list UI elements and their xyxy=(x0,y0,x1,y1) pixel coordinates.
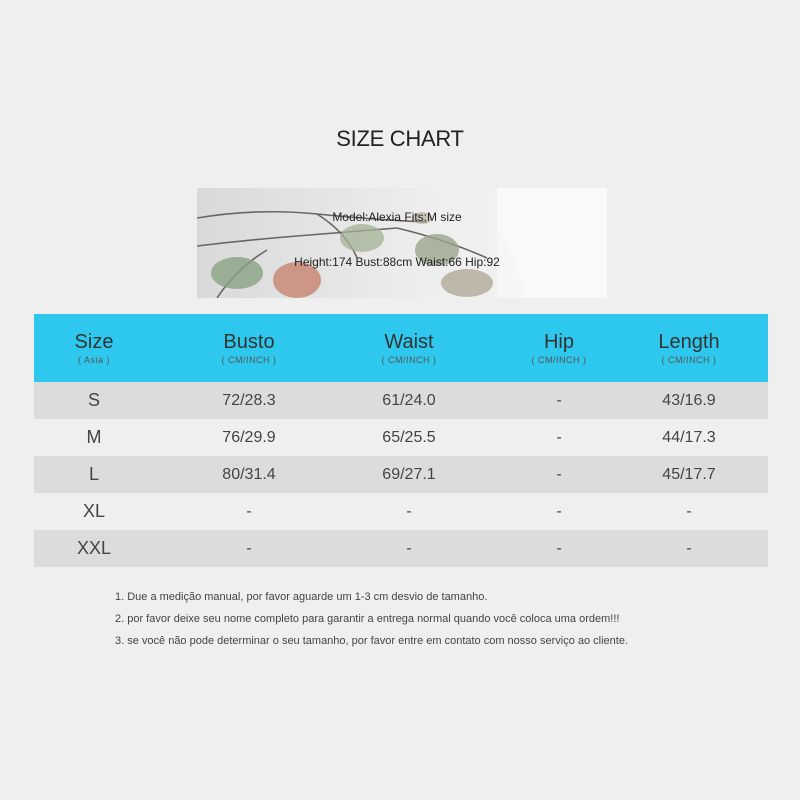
size-cell: S xyxy=(87,390,100,410)
length-cell: 45/17.7 xyxy=(662,466,716,483)
busto-cell: - xyxy=(246,503,252,520)
size-cell: XXL xyxy=(76,538,112,558)
header-busto xyxy=(184,314,314,382)
hip-cell: - xyxy=(556,540,562,557)
table-row xyxy=(34,382,768,419)
note-item: 1. Due a medição manual, por favor aguarde um 1-3 cm desvio de tamanho. xyxy=(115,591,488,603)
header-unit: ( Asia ) xyxy=(77,355,110,365)
model-fit-text: Model:Alexia Fits:M size xyxy=(332,210,462,224)
busto-cell: 80/31.4 xyxy=(222,466,276,483)
busto-cell: 72/28.3 xyxy=(222,392,276,409)
header-label: Hip xyxy=(543,331,574,353)
length-cell: 43/16.9 xyxy=(662,392,716,409)
size-notes xyxy=(115,588,755,654)
size-cell: XL xyxy=(82,501,106,521)
busto-cell: 76/29.9 xyxy=(222,429,276,446)
size-table-header xyxy=(34,314,768,382)
header-hip xyxy=(494,314,624,382)
waist-cell: - xyxy=(406,540,412,557)
length-cell: - xyxy=(686,503,692,520)
branch-photo-background xyxy=(197,188,607,298)
header-unit: ( CM/INCH ) xyxy=(221,355,277,365)
header-unit: ( CM/INCH ) xyxy=(381,355,437,365)
length-cell: - xyxy=(686,540,692,557)
length-cell: 44/17.3 xyxy=(662,429,716,446)
header-label: Length xyxy=(658,331,720,353)
header-unit: ( CM/INCH ) xyxy=(531,355,587,365)
model-info-banner xyxy=(197,188,607,298)
table-row xyxy=(34,493,768,530)
header-label: Waist xyxy=(384,331,434,353)
hip-cell: - xyxy=(556,503,562,520)
hip-cell: - xyxy=(556,392,562,409)
size-table xyxy=(34,314,768,567)
note-item: 3. se você não pode determinar o seu tamanho, por favor entre em contato com nosso serviço ao cliente. xyxy=(115,635,629,647)
waist-cell: 61/24.0 xyxy=(382,392,436,409)
header-length xyxy=(624,314,754,382)
header-waist xyxy=(344,314,474,382)
header-size xyxy=(34,314,154,382)
header-label: Size xyxy=(74,331,114,353)
hip-cell: - xyxy=(556,429,562,446)
hip-cell: - xyxy=(556,466,562,483)
table-row xyxy=(34,456,768,493)
model-measurements-text: Height:174 Bust:88cm Waist:66 Hip:92 xyxy=(294,255,500,269)
table-row xyxy=(34,419,768,456)
busto-cell: - xyxy=(246,540,252,557)
size-cell: L xyxy=(88,464,99,484)
note-item: 2. por favor deixe seu nome completo para garantir a entrega normal quando você coloca uma ordem!!! xyxy=(115,613,620,625)
waist-cell: 65/25.5 xyxy=(382,429,436,446)
header-label: Busto xyxy=(223,331,275,353)
waist-cell: - xyxy=(406,503,412,520)
waist-cell: 69/27.1 xyxy=(382,466,436,483)
table-row xyxy=(34,530,768,567)
header-unit: ( CM/INCH ) xyxy=(661,355,717,365)
page-title: SIZE CHART xyxy=(336,126,464,151)
size-cell: M xyxy=(86,427,102,447)
